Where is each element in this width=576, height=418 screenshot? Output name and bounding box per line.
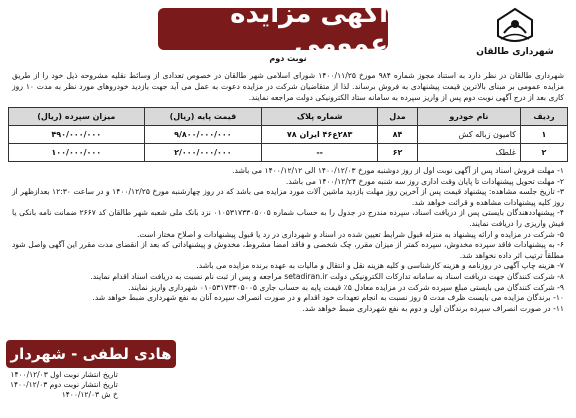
page-title: آگهی مزایده عمومی bbox=[230, 0, 388, 59]
logo-text: شهرداری طالقان bbox=[476, 47, 554, 57]
table-row bbox=[9, 126, 568, 144]
table-cell: ۱۰۰/۰۰۰/۰۰۰ bbox=[9, 144, 145, 162]
subtitle: نوبت دوم bbox=[269, 54, 307, 63]
table-cell: ۹/۸۰۰/۰۰۰/۰۰۰ bbox=[144, 126, 262, 144]
table-cell: کامیون زباله کش bbox=[417, 126, 520, 144]
table-cell: -- bbox=[262, 144, 378, 162]
table-cell: ۱ bbox=[520, 126, 567, 144]
list-item: ۷- هزینه چاپ آگهی در روزنامه و هزینه کارشناسی و کلیه هزینه نقل و انتقال و مالیات به عهده برنده مزایده می باشد. bbox=[196, 261, 564, 271]
list-item: ۹- شرکت کنندگان می بایستی مبلغ سپرده شرکت در مزایده معادل ۵٪ قیمت پایه به حساب جاری ۰۱۰۵۳۱۷۳۳۰۵۰۰۵ شهرداری واریز نمایند. bbox=[128, 282, 564, 292]
list-item: ۱۱- در صورت انصراف سپرده برندگان اول و دوم به نفع شهرداری ضبط خواهد شد. bbox=[302, 303, 564, 313]
list-item: ۶- به پیشنهادات فاقد سپرده مخدوش، سپرده کمتر از میزان مقرر، چک شخصی و فاقد امضا مشروط، مخدوش و پیشنهاداتی که بعد از انقضای مدت مقرر این آگهی واصل شود مطلقاً ترتیب اثر داده نخواهد شد. bbox=[12, 240, 564, 260]
table-cell: ۲۸۳ع۴۶ ایران ۷۸ bbox=[262, 126, 378, 144]
header bbox=[8, 0, 568, 70]
list-item: ۱- مهلت فروش اسناد پس از آگهی نوبت اول از روز دوشنبه مورخ ۱۴۰۰/۱۲/۰۳ الی ۱۴۰۰/۱۲/۱۲ می باشد. bbox=[232, 166, 564, 175]
table-header-row bbox=[9, 108, 568, 126]
conditions-list bbox=[12, 166, 564, 314]
signature-banner bbox=[6, 340, 176, 368]
signature-text: هادی لطفی - شهردار bbox=[10, 345, 172, 363]
table-cell: ۴۹۰/۰۰۰/۰۰۰ bbox=[9, 126, 145, 144]
publish-date-first: تاریخ انتشار نوبت اول ۱۴۰۰/۱۲/۰۳ bbox=[10, 370, 118, 379]
table-cell: ۲ bbox=[520, 144, 567, 162]
list-item: ۴- پیشنهاددهندگان بایستی پس از دریافت اسناد، سپرده مندرج در جدول را به حساب شماره ۰۱۰۵۳۱۷۳۳۰۵۰۰۵ نزد بانک ملی شعبه شهر طالقان کد ۲۶۶۷ ضمانت نامه بانکی یا فیش واریزی را دریافت نمایند. bbox=[12, 208, 564, 228]
intro-paragraph: شهرداری طالقان در نظر دارد به استناد مجوز شماره ۹۸۴ مورخ ۱۴۰۰/۱۱/۲۵ شورای اسلامی شهر طالقان در خصوص تعدادی از وسائط نقلیه مشروحه ذیل خود را از طریق مزایده عمومی بر مبنای بالاترین قیمت پیشنهادی به فروش برساند. لذا از متقاضیان شرکت در مزایده دعوت به عمل می آید جهت بازدید خودروهای مورد نظر به مدت ۱۰ روز کاری بعد از درج آگهی نوبت دوم پس از واریز سپرده به سامانه ستاد الکترونیکی دولت مراجعه نمایند. bbox=[12, 71, 564, 102]
list-item: ۳- تاریخ جلسه مشاهده: پیشنهاد قیمت پس از آخرین روز مهلت بازدید ماشین آلات مورد مزایده می باشد که در روز چهارشنبه مورخ ۱۴۰۰/۱۲/۲۵ و در ساعت ۱۲:۳۰ بعدازظهر از روز کلیه پیشنهادات مشاهده و قرائت خواهد شد. bbox=[12, 187, 564, 207]
list-item: ۵- شرکت در مزایده و ارائه پیشنهاد به منزله قبول شرایط تعیین شده در اسناد و شهرداری در رد یا قبول پیشنهادات و اصلاح مختار است. bbox=[136, 229, 564, 239]
publish-date-second: تاریخ انتشار نوبت دوم ۱۴۰۰/۱۲/۰۳ bbox=[10, 380, 118, 389]
municipality-logo-icon bbox=[492, 6, 538, 46]
table-row bbox=[9, 144, 568, 162]
reference-code: خ ش ۱۴۰۰/۱۲/۰۳ bbox=[61, 390, 118, 399]
col-header: ردیف bbox=[520, 108, 567, 126]
col-header: مدل bbox=[378, 108, 418, 126]
list-item: ۸- شرکت کنندگان جهت دریافت اسناد به سامانه تدارکات الکترونیکی دولت setadiran.ir مراجعه و پس از ثبت نام نسبت به دریافت اسناد اقدام نمایند. bbox=[90, 271, 564, 281]
items-table bbox=[8, 107, 568, 162]
table-cell: ۶۲ bbox=[378, 144, 418, 162]
table-cell: ۲/۰۰۰/۰۰۰/۰۰۰ bbox=[144, 144, 262, 162]
list-item: ۱۰- برندگان مزایده می بایست ظرف مدت ۵ روز نسبت به انجام تعهدات خود اقدام و در صورت انصراف سپرده آنان به نفع شهرداری ضبط خواهد شد. bbox=[92, 293, 564, 303]
footer-dates bbox=[10, 370, 118, 400]
col-header: میزان سپرده (ریال) bbox=[9, 108, 145, 126]
table-cell: ۸۴ bbox=[378, 126, 418, 144]
list-item: ۲- مهلت تحویل پیشنهادات تا پایان وقت اداری روز سه شنبه مورخ ۱۴۰۰/۱۲/۲۴ می باشد. bbox=[285, 176, 564, 186]
logo bbox=[472, 6, 558, 57]
col-header: نام خودرو bbox=[417, 108, 520, 126]
col-header: قیمت پایه (ریال) bbox=[144, 108, 262, 126]
col-header: شماره پلاک bbox=[262, 108, 378, 126]
table-cell: غلطک bbox=[417, 144, 520, 162]
